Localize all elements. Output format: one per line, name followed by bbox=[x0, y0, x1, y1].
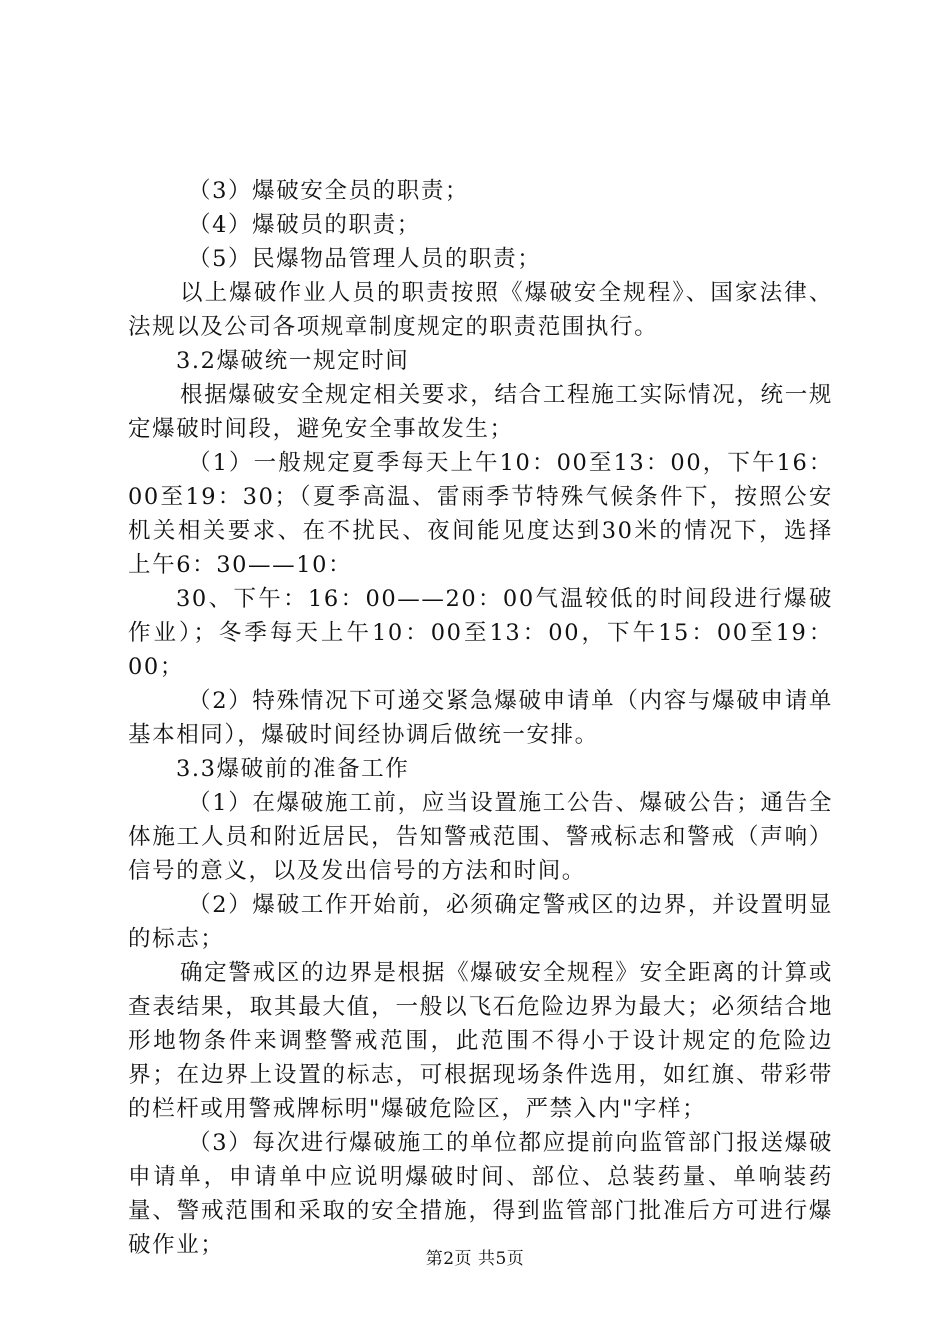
page-number-footer: 第2页 共5页 bbox=[425, 1249, 525, 1269]
section-heading-3-3: 3.3爆破前的准备工作 bbox=[176, 756, 410, 782]
preparation-item-3: （3）每次进行爆破施工的单位都应提前向监管部门报送爆破申请单，申请单中应说明爆破时间、部位、总装药量、单响装药量、警戒范围和采取的安全措施，得到监管部门批准后方可进行爆破作业； bbox=[128, 1130, 833, 1258]
duty-item-4: （4）爆破员的职责； bbox=[188, 212, 421, 238]
preparation-item-1: （1）在爆破施工前，应当设置施工公告、爆破公告；通告全体施工人员和附近居民，告知警戒范围、警戒标志和警戒（声响）信号的意义，以及发出信号的方法和时间。 bbox=[128, 790, 833, 884]
section-heading-3-2: 3.2爆破统一规定时间 bbox=[176, 348, 410, 374]
blasting-time-item-1-continued: 30、下午：16：00——20：00气温较低的时间段进行爆破作业）；冬季每天上午10：00至13：00，下午15：00至19：00； bbox=[128, 586, 833, 680]
blasting-time-item-2: （2）特殊情况下可递交紧急爆破申请单（内容与爆破申请单基本相同），爆破时间经协调后做统一安排。 bbox=[128, 688, 833, 748]
duty-item-5: （5）民爆物品管理人员的职责； bbox=[188, 246, 542, 272]
document-body bbox=[128, 174, 833, 1262]
blasting-time-item-1: （1）一般规定夏季每天上午10：00至13：00，下午16：00至19：30；（夏季高温、雷雨季节特殊气候条件下，按照公安机关相关要求、在不扰民、夜间能见度达到30米的情况下，选择上午6：30——10： bbox=[128, 450, 833, 578]
preparation-item-2: （2）爆破工作开始前，必须确定警戒区的边界，并设置明显的标志； bbox=[128, 892, 833, 952]
duty-summary-paragraph: 以上爆破作业人员的职责按照《爆破安全规程》、国家法律、法规以及公司各项规章制度规定的职责范围执行。 bbox=[128, 280, 833, 340]
duty-item-3: （3）爆破安全员的职责； bbox=[188, 178, 470, 204]
blasting-time-intro-paragraph: 根据爆破安全规定相关要求，结合工程施工实际情况，统一规定爆破时间段，避免安全事故发生； bbox=[128, 382, 833, 442]
warning-zone-paragraph: 确定警戒区的边界是根据《爆破安全规程》安全距离的计算或查表结果，取其最大值，一般以飞石危险边界为最大；必须结合地形地物条件来调整警戒范围，此范围不得小于设计规定的危险边界；在边界上设置的标志，可根据现场条件选用，如红旗、带彩带的栏杆或用警戒牌标明"爆破危险区，严禁入内"字样； bbox=[128, 960, 833, 1122]
